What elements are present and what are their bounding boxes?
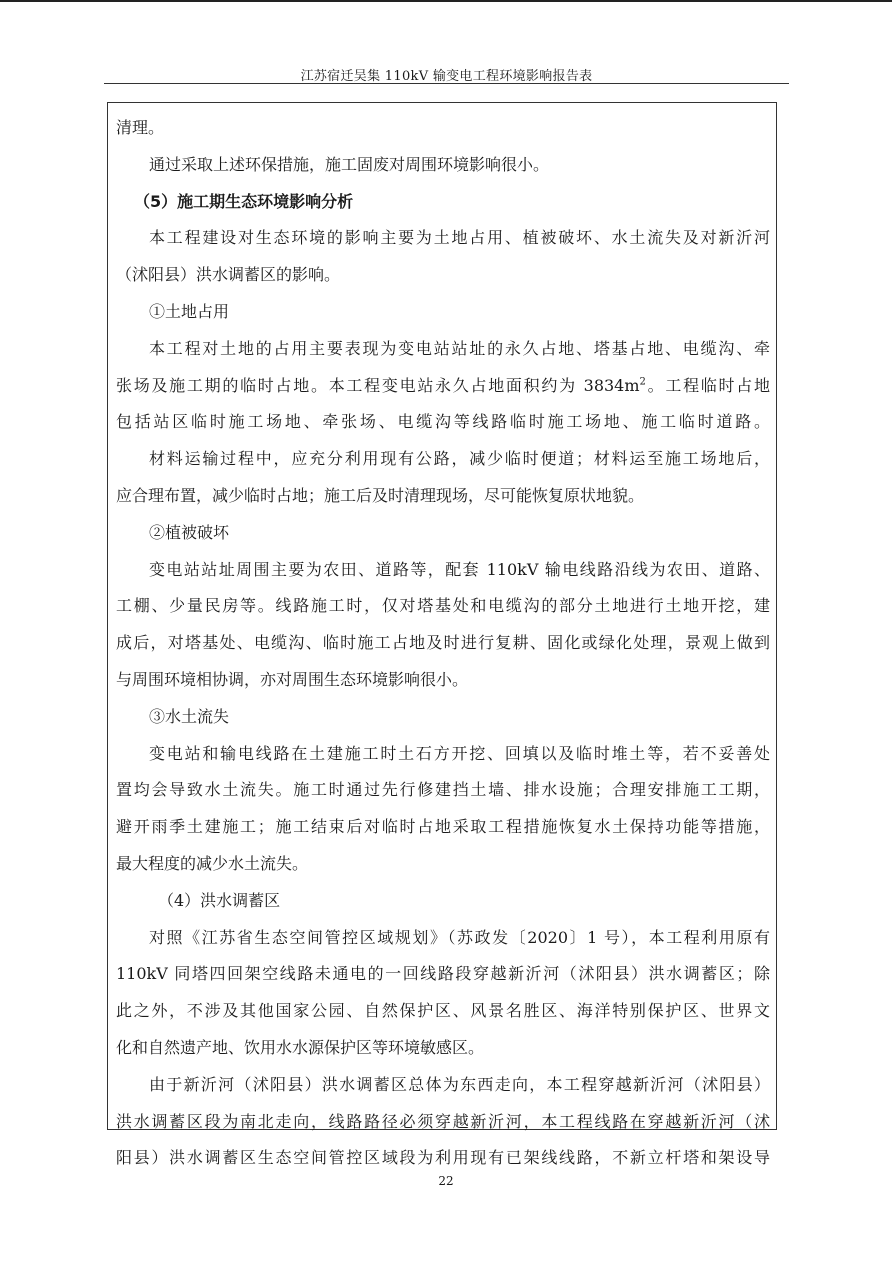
paragraph-line: 本工程对土地的占用主要表现为变电站站址的永久占地、塔基占地、电缆沟、牵	[149, 338, 770, 358]
paragraph-line: 对照《江苏省生态空间管控区域规划》（苏政发〔2020〕1 号），本工程利用原有	[149, 927, 770, 947]
paragraph-line: 变电站和输电线路在土建施工时土石方开挖、回填以及临时堆土等，若不妥善处	[149, 743, 770, 763]
superscript: 2	[639, 376, 646, 388]
page-top-border	[0, 0, 892, 2]
paragraph-line: 通过采取上述环保措施，施工固废对周围环境影响很小。	[149, 154, 550, 174]
sub-heading: （4）洪水调蓄区	[158, 890, 281, 910]
paragraph-line: 材料运输过程中，应充分利用现有公路，减少临时便道；材料运至施工场地后，	[149, 449, 770, 469]
paragraph-line: 此之外，不涉及其他国家公园、自然保护区、风景名胜区、海洋特别保护区、世界文	[116, 1001, 770, 1021]
paragraph-line: 最大程度的减少水土流失。	[116, 853, 309, 873]
text-segment: 张场及施工期的临时占地。本工程变电站永久占地面积约为 3834m	[116, 375, 640, 395]
sub-heading: ③水土流失	[149, 706, 230, 726]
paragraph-line: 变电站站址周围主要为农田、道路等，配套 110kV 输电线路沿线为农田、道路、	[149, 559, 770, 579]
paragraph-line: 工棚、少量民房等。线路施工时，仅对塔基处和电缆沟的部分土地进行土地开挖，建	[116, 596, 770, 616]
paragraph-line: 化和自然遗产地、饮用水水源保护区等环境敏感区。	[116, 1037, 485, 1057]
paragraph-line: （沭阳县）洪水调蓄区的影响。	[116, 265, 341, 285]
paragraph-line	[116, 371, 770, 408]
content-body	[116, 113, 770, 1180]
paragraph-line: 置均会导致水土流失。施工时通过先行修建挡土墙、排水设施；合理安排施工工期，	[116, 780, 770, 800]
header-rule	[104, 83, 789, 84]
paragraph-line: 与周围环境相协调，亦对周围生态环境影响很小。	[116, 669, 469, 689]
section-heading: （5）施工期生态环境影响分析	[134, 191, 354, 211]
paragraph-line: 成后，对塔基处、电缆沟、临时施工占地及时进行复耕、固化或绿化处理，景观上做到	[116, 633, 770, 653]
text-segment: 。工程临时占地	[645, 375, 770, 395]
paragraph-line: 110kV 同塔四回架空线路未通电的一回线路段穿越新沂河（沭阳县）洪水调蓄区；除	[116, 964, 770, 984]
paragraph-line: 本工程建设对生态环境的影响主要为土地占用、植被破坏、水土流失及对新沂河	[149, 228, 770, 248]
page-number: 22	[438, 1174, 454, 1188]
paragraph-line: 应合理布置，减少临时占地；施工后及时清理现场，尽可能恢复原状地貌。	[116, 485, 645, 505]
content-frame	[107, 102, 777, 1168]
paragraph-line: 清理。	[116, 118, 165, 137]
paragraph-line: 由于新沂河（沭阳县）洪水调蓄区总体为东西走向，本工程穿越新沂河（沭阳县）	[149, 1074, 770, 1094]
paragraph-line: 包括站区临时施工场地、牵张场、电缆沟等线路临时施工场地、施工临时道路。	[116, 412, 770, 432]
sub-heading: ①土地占用	[149, 301, 230, 321]
paragraph-line: 避开雨季土建施工；施工结束后对临时占地采取工程措施恢复水土保持功能等措施，	[116, 817, 770, 837]
sub-heading: ②植被破坏	[149, 522, 230, 542]
document-header-title: 江苏宿迁吴集 110kV 输变电工程环境影响报告表	[300, 69, 593, 84]
paragraph-line: 洪水调蓄区段为南北走向，线路路径必须穿越新沂河，本工程线路在穿越新沂河（沭	[116, 1111, 770, 1131]
paragraph-line: 阳县）洪水调蓄区生态空间管控区域段为利用现有已架线线路，不新立杆塔和架设导	[116, 1148, 770, 1168]
